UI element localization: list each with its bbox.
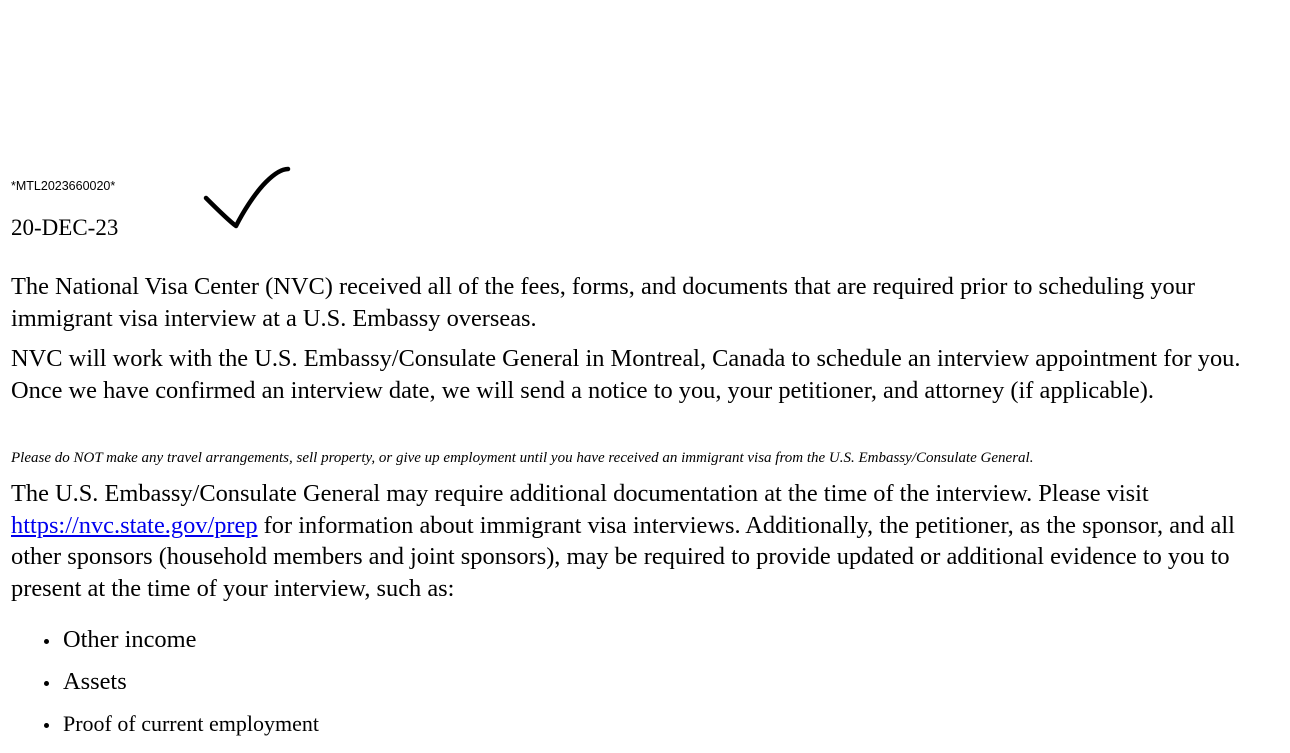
additional-documentation-paragraph (11, 478, 1281, 604)
list-item (11, 708, 611, 750)
additional-documentation-text-start: The U.S. Embassy/Consulate General may require additional documentation at the time of the interview. Please visit (11, 480, 1149, 507)
bullet-icon (44, 723, 49, 728)
handwritten-checkmark-icon (198, 160, 298, 236)
list-item (11, 666, 611, 708)
list-item-label: Proof of current employment (63, 711, 319, 736)
list-item-label: Assets (63, 668, 127, 695)
documents-received-paragraph: The National Visa Center (NVC) received all of the fees, forms, and documents that are required prior to scheduling your immigrant visa interview at a U.S. Embassy overseas. (11, 273, 1196, 332)
interview-scheduling-paragraph: NVC will work with the U.S. Embassy/Consulate General in Montreal, Canada to schedule an interview appointment for you. Once we have confirmed an interview date, we will send a notice to you, your petitioner, and attorney (if applicable). (11, 345, 1241, 404)
barcode-reference: *MTL2023660020* (11, 179, 116, 193)
evidence-list (11, 624, 611, 750)
list-item (11, 624, 611, 666)
additional-documentation-text-end: for information about immigrant visa interviews. Additionally, the petitioner, as the sponsor, and all other sponsors (household members and joint sponsors), may be required to provide updated or additional evidence to you to present at the time of your interview, such as: (11, 511, 1235, 602)
letter-date: 20-DEC-23 (11, 215, 119, 240)
bullet-icon (44, 639, 49, 644)
bullet-icon (44, 681, 49, 686)
list-item-label: Other income (63, 626, 197, 653)
nvc-prep-link[interactable]: https://nvc.state.gov/prep (11, 511, 258, 539)
travel-warning-notice: Please do NOT make any travel arrangements, sell property, or give up employment until you have received an immigrant visa from the U.S. Embassy/Consulate General. (11, 450, 1034, 466)
